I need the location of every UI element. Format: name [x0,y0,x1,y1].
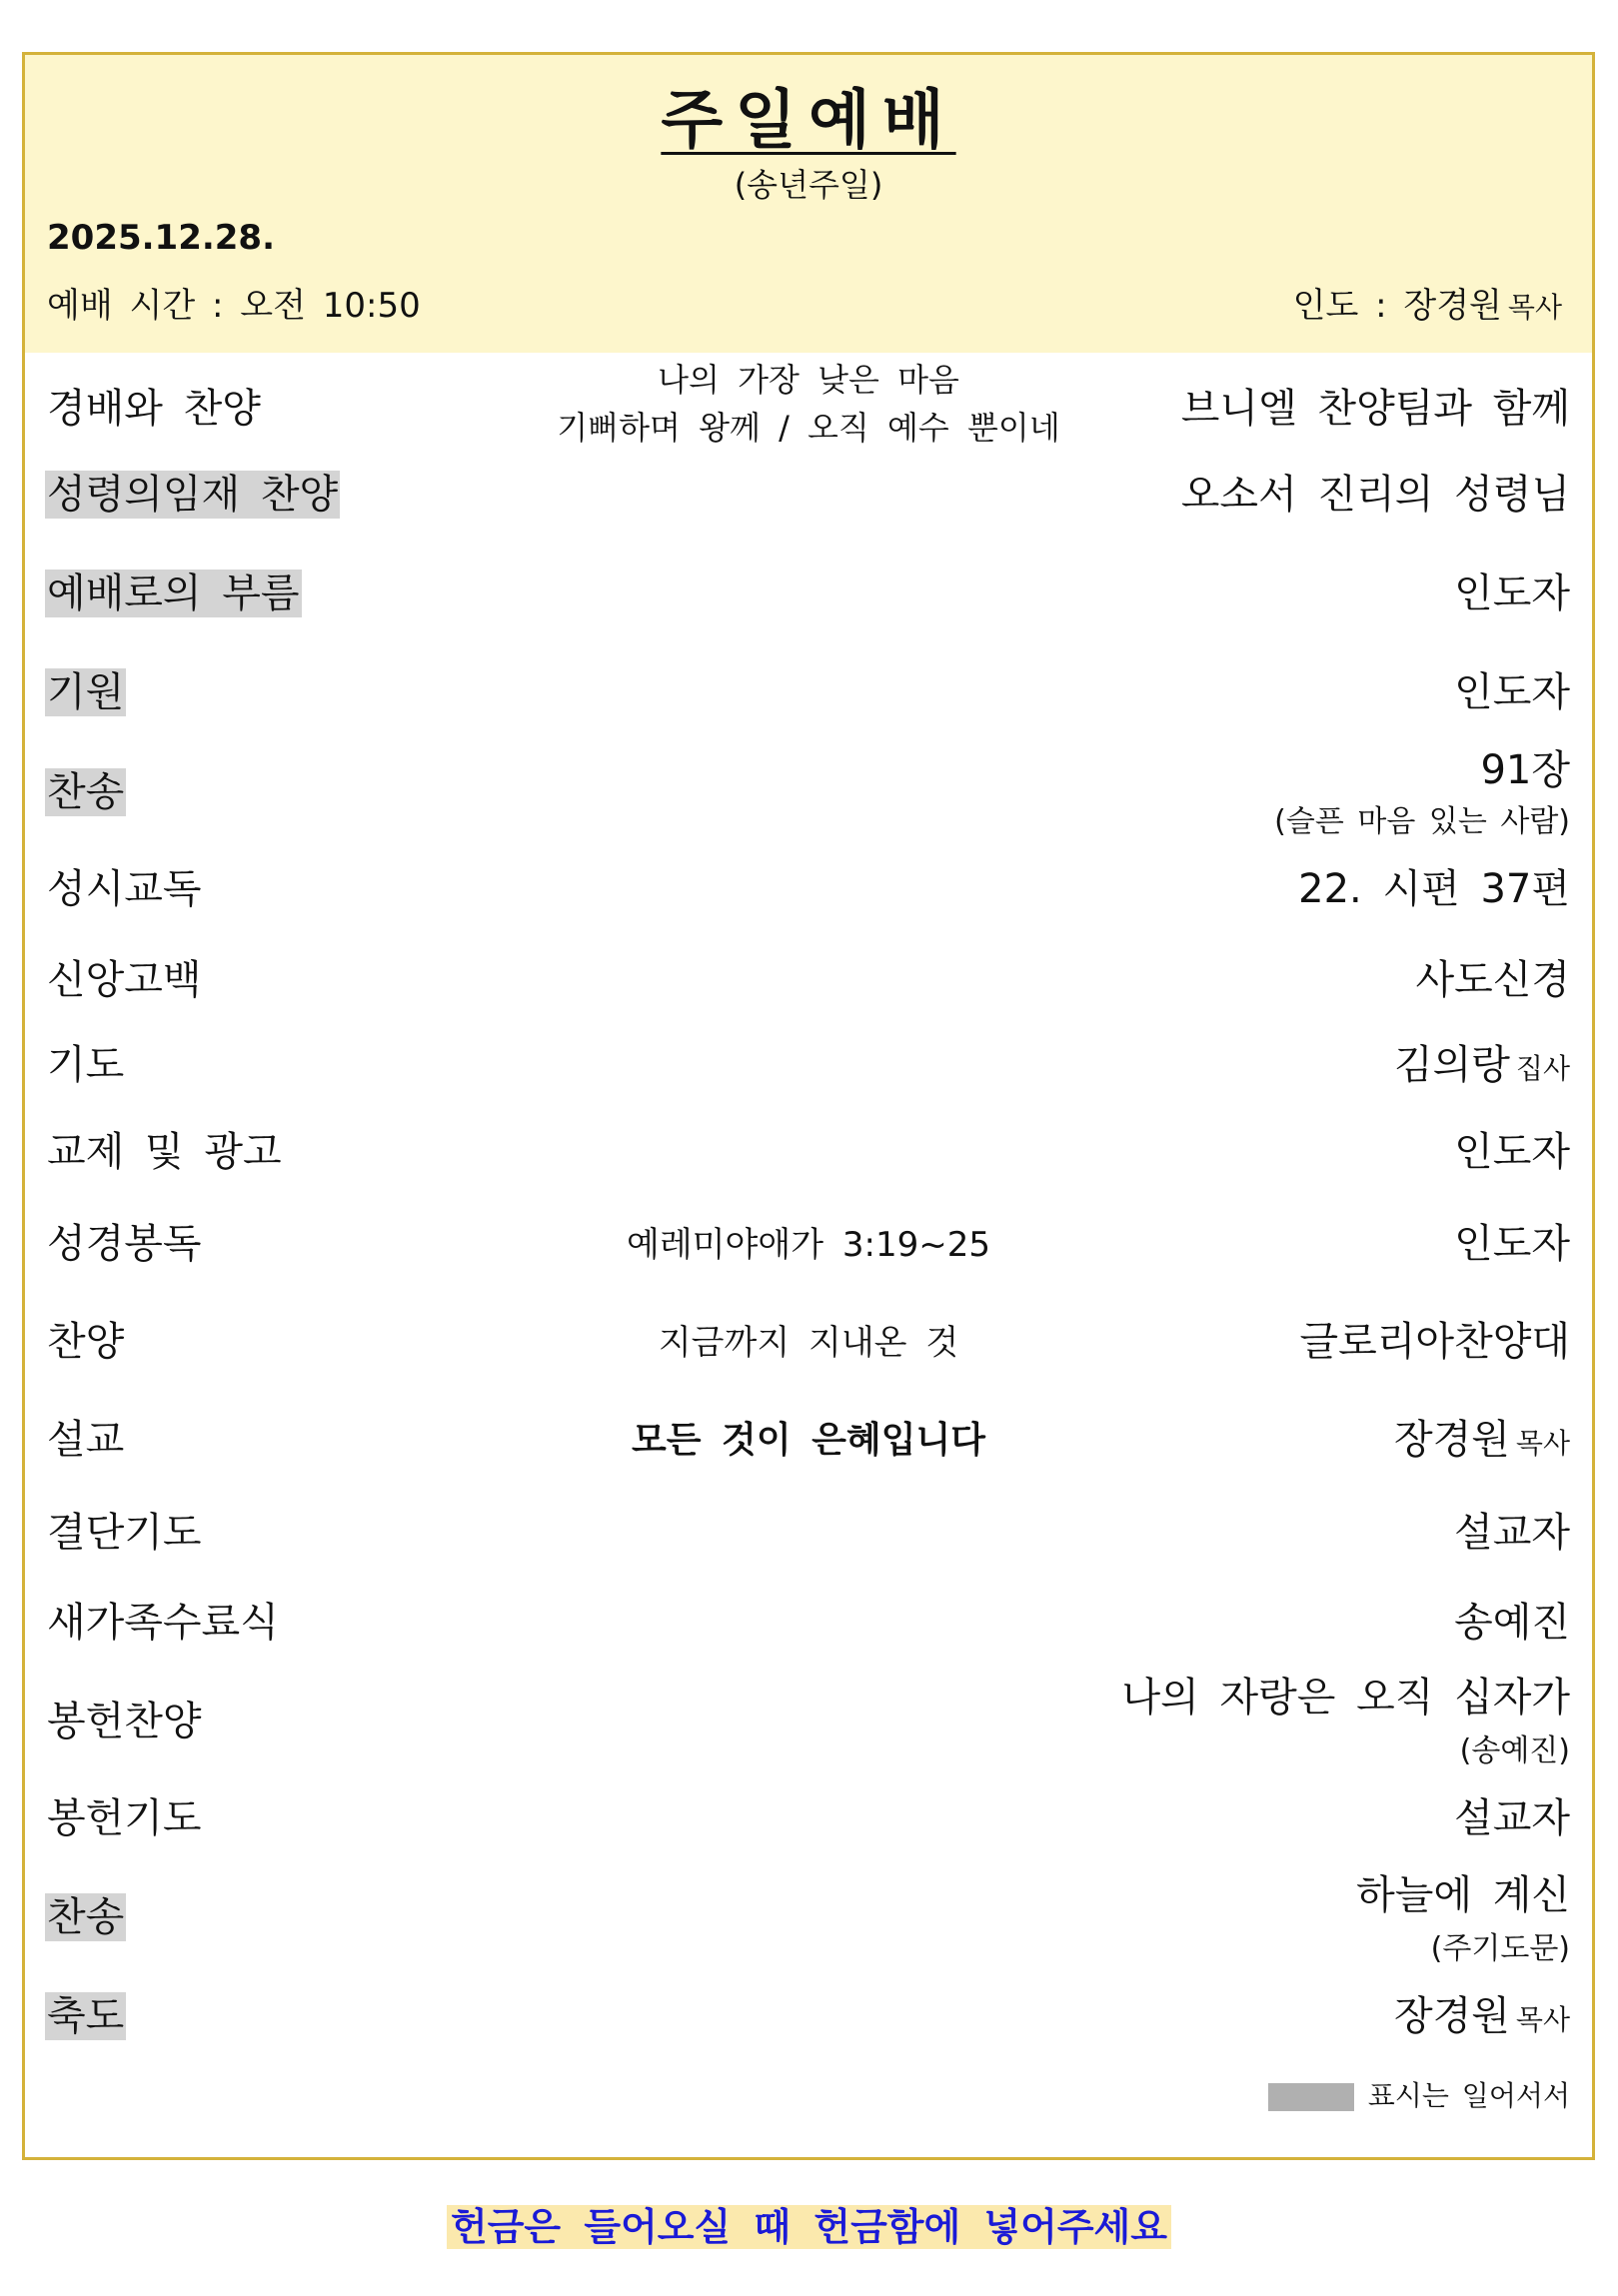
leader-title: 목사 [1507,291,1562,324]
order-row-creed [25,956,1592,1016]
order-item-name: 성령의임재 찬양 [47,472,339,518]
order-row-benediction [25,1992,1592,2052]
bulletin-frame [22,52,1595,2160]
performer-title: 목사 [1515,2003,1570,2036]
order-item-song: 하늘에 계신 [1356,1872,1570,1918]
bulletin-header [25,55,1592,353]
order-row-prayer [25,1041,1592,1101]
order-item-name: 결단기도 [47,1510,202,1556]
order-item-performer: 오소서 진리의 성령님 [1180,472,1570,518]
performer-title: 목사 [1515,1427,1570,1460]
sermon-title: 모든 것이 은혜입니다 [631,1420,986,1461]
standing-legend [1268,2074,1570,2114]
order-row-fellowship [25,1128,1592,1188]
order-item-name: 설교 [47,1417,125,1463]
order-row-hymn [25,746,1592,846]
order-item-name: 예배로의 부름 [47,571,300,616]
order-item-scripture-ref: 예레미야애가 3:19~25 [627,1225,990,1265]
service-date: 2025.12.28. [47,218,276,258]
order-item-performer [1394,1041,1570,1093]
order-item-name: 교제 및 광고 [47,1129,282,1175]
performer-title: 집사 [1515,1052,1570,1085]
order-row-closing-hymn [25,1871,1592,1981]
order-item-song-note: (주기도문) [1430,1931,1570,1966]
order-row-invocation [25,668,1592,728]
order-item-name: 축도 [47,1993,125,2039]
order-row-sermon [25,1416,1592,1476]
legend-label: 표시는 일어서서 [1367,2079,1570,2112]
order-item-name: 신앙고백 [47,957,202,1003]
order-item-name: 성시교독 [47,866,202,912]
order-item-name: 찬양 [47,1319,125,1365]
legend-swatch [1268,2083,1354,2111]
performer-name: 장경원 [1393,1993,1510,2039]
order-item-hymn-number: 91장 [1480,747,1570,793]
service-subtitle: (송년주일) [734,166,883,204]
performer-name: 김의랑 [1393,1042,1510,1088]
order-row-offering-song [25,1674,1592,1783]
order-row-offering-prayer [25,1794,1592,1854]
order-item-performer: 인도자 [1454,1129,1570,1175]
order-item-performer: 브니엘 찬양팀과 함께 [1180,386,1570,432]
order-item-name: 봉헌찬양 [47,1699,202,1744]
offering-notice-text: 헌금은 들어오실 때 헌금함에 넣어주세요 [447,2205,1171,2249]
order-item-detail: 22. 시편 37편 [1298,866,1570,912]
order-item-name: 찬송 [47,1894,125,1940]
service-title: 주일예배 [661,84,956,158]
order-row-spirit-praise [25,471,1592,531]
order-item-name: 찬송 [47,769,125,815]
performer-name: 장경원 [1393,1417,1510,1463]
service-leader [1293,278,1562,327]
order-row-scripture [25,1220,1592,1280]
order-item-name: 성경봉독 [47,1221,202,1267]
order-item-performer: 설교자 [1454,1510,1570,1556]
order-item-performer: 인도자 [1454,669,1570,715]
order-row-anthem [25,1318,1592,1378]
order-item-performer: 인도자 [1454,1221,1570,1267]
order-item-detail: 사도신경 [1415,957,1570,1003]
order-item-song-1: 나의 가장 낮은 마음 [658,361,959,399]
order-row-decision-prayer [25,1509,1592,1569]
order-item-performer: 인도자 [1454,571,1570,616]
order-row-new-family [25,1599,1592,1659]
order-item-song: 나의 자랑은 오직 십자가 [1121,1675,1570,1721]
order-item-singer: (송예진) [1459,1733,1570,1768]
offering-notice [0,2196,1618,2251]
order-item-performer: 설교자 [1454,1795,1570,1841]
order-item-performer [1394,1992,1570,2044]
order-item-name: 경배와 찬양 [47,386,261,432]
order-item-name: 새가족수료식 [47,1600,279,1646]
order-item-performer [1394,1416,1570,1468]
order-item-name: 기원 [47,669,125,715]
order-item-performer: 송예진 [1454,1600,1570,1646]
order-item-name: 기도 [47,1042,125,1088]
order-row-call-to-worship [25,570,1592,629]
order-item-name: 봉헌기도 [47,1795,202,1841]
order-item-hymn-title: (슬픈 마음 있는 사람) [1274,804,1570,839]
service-time: 예배 시간 : 오전 10:50 [47,286,421,326]
order-item-performer: 글로리아찬양대 [1299,1319,1570,1365]
order-row-praise [25,357,1592,447]
order-row-responsive-reading [25,865,1592,925]
order-item-song: 지금까지 지내온 것 [658,1323,959,1363]
order-item-song-2: 기뻐하며 왕께 / 오직 예수 뿐이네 [557,409,1060,447]
leader-name: 인도 : 장경원 [1292,286,1502,326]
